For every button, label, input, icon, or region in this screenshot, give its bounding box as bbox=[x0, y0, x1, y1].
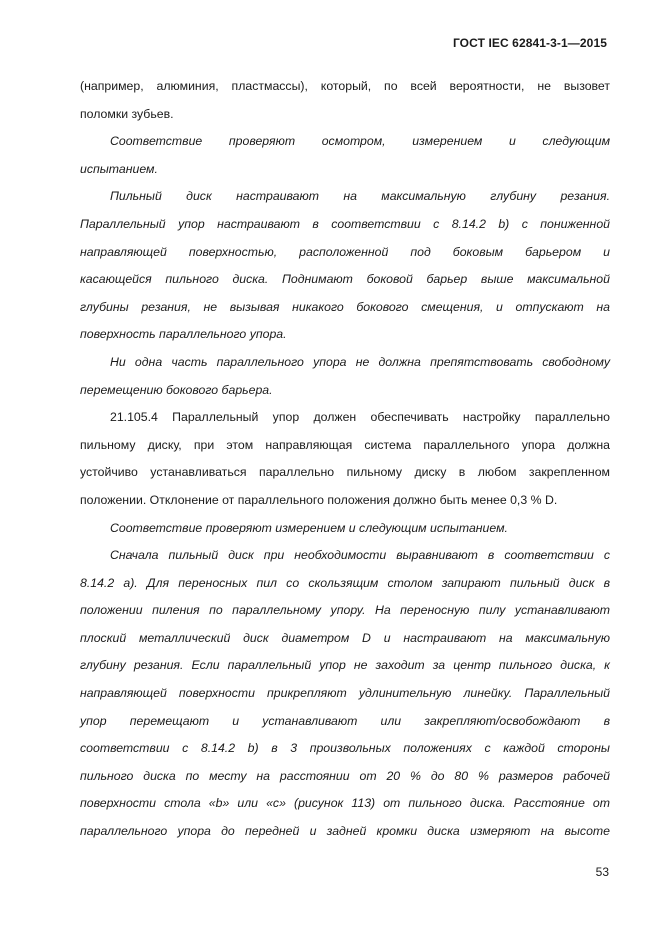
paragraph bbox=[80, 407, 610, 517]
text-line: 8.14.2 а). Для переносных пил со скользящим столом запирают пильный диск в bbox=[80, 575, 610, 590]
text-line: Соответствие проверяют осмотром, измерением и следующим bbox=[110, 134, 610, 149]
text-line: поверхность параллельного упора. bbox=[80, 327, 287, 342]
text-line: поломки зубьев. bbox=[80, 106, 174, 121]
paragraph bbox=[80, 76, 610, 131]
text-line: устойчиво устанавливаться параллельно пильному диску в любом закрепленном bbox=[80, 465, 610, 480]
text-line: пильного диска по месту на расстоянии от 20 % до 80 % размеров рабочей bbox=[80, 768, 610, 783]
text-line: Параллельный упор настраивают в соответствии с 8.14.2 b) с пониженной bbox=[80, 216, 610, 231]
text-line: 21.105.4 Параллельный упор должен обеспечивать настройку параллельно bbox=[110, 410, 610, 425]
text-line: плоский металлический диск диаметром D и настраивают на максимальную bbox=[80, 630, 610, 645]
paragraph bbox=[80, 545, 610, 849]
document-body bbox=[80, 76, 610, 849]
text-line: упор перемещают и устанавливают или закрепляют/освобождают в bbox=[80, 713, 610, 728]
paragraph bbox=[80, 352, 610, 407]
text-line: направляющей поверхности прикрепляют удлинительную линейку. Параллельный bbox=[80, 686, 610, 701]
text-line: положении. Отклонение от параллельного положения должно быть менее 0,3 % D. bbox=[80, 492, 558, 507]
text-line: Соответствие проверяют измерением и следующим испытанием. bbox=[110, 520, 508, 535]
text-line: положении пиления по параллельному упору. На переносную пилу устанавливают bbox=[80, 603, 610, 618]
text-line: перемещению бокового барьера. bbox=[80, 382, 273, 397]
text-line: испытанием. bbox=[80, 161, 158, 176]
text-line: касающейся пильного диска. Поднимают боковой барьер выше максимальной bbox=[80, 272, 610, 287]
text-line: соответствии с 8.14.2 b) в 3 произвольных положениях с каждой стороны bbox=[80, 741, 610, 756]
text-line: глубины резания, не вызывая никакого бокового смещения, и отпускают на bbox=[80, 299, 610, 314]
paragraph bbox=[80, 186, 610, 352]
text-line: поверхности стола «b» или «c» (рисунок 113) от пильного диска. Расстояние от bbox=[80, 796, 610, 811]
text-line: (например, алюминия, пластмассы), который, по всей вероятности, не вызовет bbox=[80, 79, 610, 93]
text-line: параллельного упора до передней и задней кромки диска измеряют на высоте bbox=[80, 824, 610, 839]
text-line: Пильный диск настраивают на максимальную глубину резания. bbox=[110, 189, 610, 204]
text-line: глубину резания. Если параллельный упор не заходит за центр пильного диска, к bbox=[80, 658, 610, 673]
text-line: Ни одна часть параллельного упора не должна препятствовать свободному bbox=[110, 354, 610, 369]
page-number: 53 bbox=[595, 865, 609, 879]
text-line: Сначала пильный диск при необходимости выравнивают в соответствии с bbox=[110, 548, 610, 563]
paragraph bbox=[80, 518, 610, 546]
text-line: пильному диску, при этом направляющая система параллельного упора должна bbox=[80, 437, 610, 452]
paragraph bbox=[80, 131, 610, 186]
text-line: направляющей поверхностью, расположенной под боковым барьером и bbox=[80, 244, 610, 259]
document-header: ГОСТ IEC 62841-3-1—2015 bbox=[452, 36, 607, 50]
